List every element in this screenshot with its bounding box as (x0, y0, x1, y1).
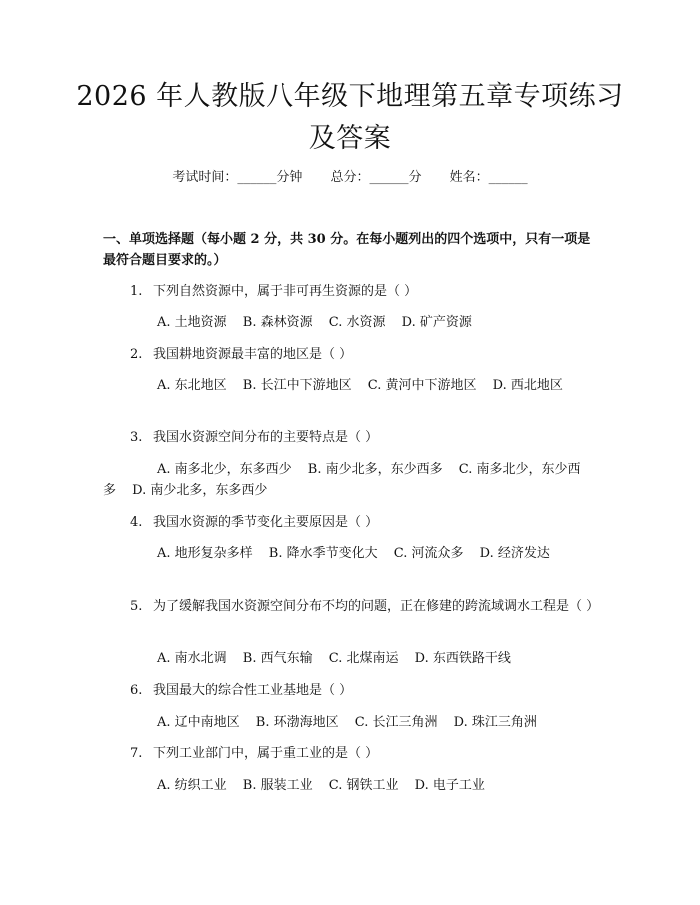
question-text: 下列自然资源中，属于非可再生资源的是（ ） (153, 284, 418, 299)
question-number: 5. (130, 599, 143, 614)
question-7 (103, 743, 603, 764)
option-c: C. 钢铁工业 (328, 778, 399, 793)
option-b: B. 森林资源 (242, 315, 313, 330)
question-number: 1. (130, 284, 143, 299)
option-a: A. 南水北调 (157, 651, 227, 666)
option-b: B. 服装工业 (242, 778, 313, 793)
question-number: 2. (130, 347, 143, 362)
option-b: B. 长江中下游地区 (242, 378, 352, 393)
question-text: 为了缓解我国水资源空间分布不均的问题，正在修建的跨流域调水工程是（ ） (153, 599, 600, 614)
section-heading: 一、单项选择题（每小题 2 分，共 30 分。在每小题列出的四个选项中，只有一项是最符合题目要求的。） (103, 232, 591, 268)
question-4 (103, 512, 603, 533)
exam-time-field: 考试时间：______分钟 (172, 170, 303, 185)
option-a: A. 地形复杂多样 (157, 546, 253, 561)
document-title (70, 76, 630, 160)
question-6 (103, 680, 603, 701)
option-d: D. 珠江三角洲 (453, 715, 537, 730)
option-d: D. 西北地区 (492, 378, 563, 393)
option-c: C. 河流众多 (393, 546, 464, 561)
option-d: D. 矿产资源 (401, 315, 472, 330)
question-text: 我国最大的综合性工业基地是（ ） (153, 683, 353, 698)
option-b: B. 环渤海地区 (255, 715, 339, 730)
option-a: A. 南多北少，东多西少 (157, 462, 292, 477)
question-text: 下列工业部门中，属于重工业的是（ ） (153, 746, 379, 761)
question-6-options (103, 712, 603, 733)
question-7-options (103, 775, 603, 796)
question-5 (103, 596, 603, 617)
option-a: A. 辽中南地区 (157, 715, 240, 730)
option-a: A. 纺织工业 (157, 778, 227, 793)
student-name-field: 姓名：______ (449, 170, 528, 185)
question-2 (103, 344, 603, 365)
option-b: B. 西气东输 (242, 651, 313, 666)
question-number: 4. (130, 515, 143, 530)
option-d: D. 经济发达 (479, 546, 550, 561)
exam-score-field: 总分：______分 (330, 170, 422, 185)
title-line-2: 及答案 (308, 123, 392, 154)
option-d: D. 南少北多，东多西少 (132, 483, 268, 498)
question-5-options (103, 648, 603, 669)
question-text: 我国水资源空间分布的主要特点是（ ） (153, 430, 379, 445)
option-a: A. 土地资源 (157, 315, 227, 330)
question-text: 我国水资源的季节变化主要原因是（ ） (153, 515, 379, 530)
question-number: 7. (130, 746, 143, 761)
option-b: B. 降水季节变化大 (268, 546, 378, 561)
option-c: C. 水资源 (328, 315, 386, 330)
option-d: D. 电子工业 (414, 778, 485, 793)
option-b: B. 南少北多，东少西多 (307, 462, 443, 477)
title-line-1: 2026 年人教版八年级下地理第五章专项练习 (76, 81, 624, 112)
question-text: 我国耕地资源最丰富的地区是（ ） (153, 347, 353, 362)
question-4-options (103, 543, 603, 564)
exam-meta (0, 168, 700, 188)
option-c: C. 南多北少，东少西多 (103, 462, 581, 498)
option-c: C. 长江三角洲 (354, 715, 438, 730)
question-2-options (103, 375, 603, 396)
option-c: C. 黄河中下游地区 (367, 378, 477, 393)
question-number: 6. (130, 683, 143, 698)
option-d: D. 东西铁路干线 (414, 651, 511, 666)
option-c: C. 北煤南运 (328, 651, 399, 666)
question-number: 3. (130, 430, 143, 445)
option-a: A. 东北地区 (157, 378, 227, 393)
question-3-options (103, 459, 603, 501)
question-1 (103, 281, 603, 302)
question-1-options (103, 312, 603, 333)
question-3 (103, 427, 603, 448)
